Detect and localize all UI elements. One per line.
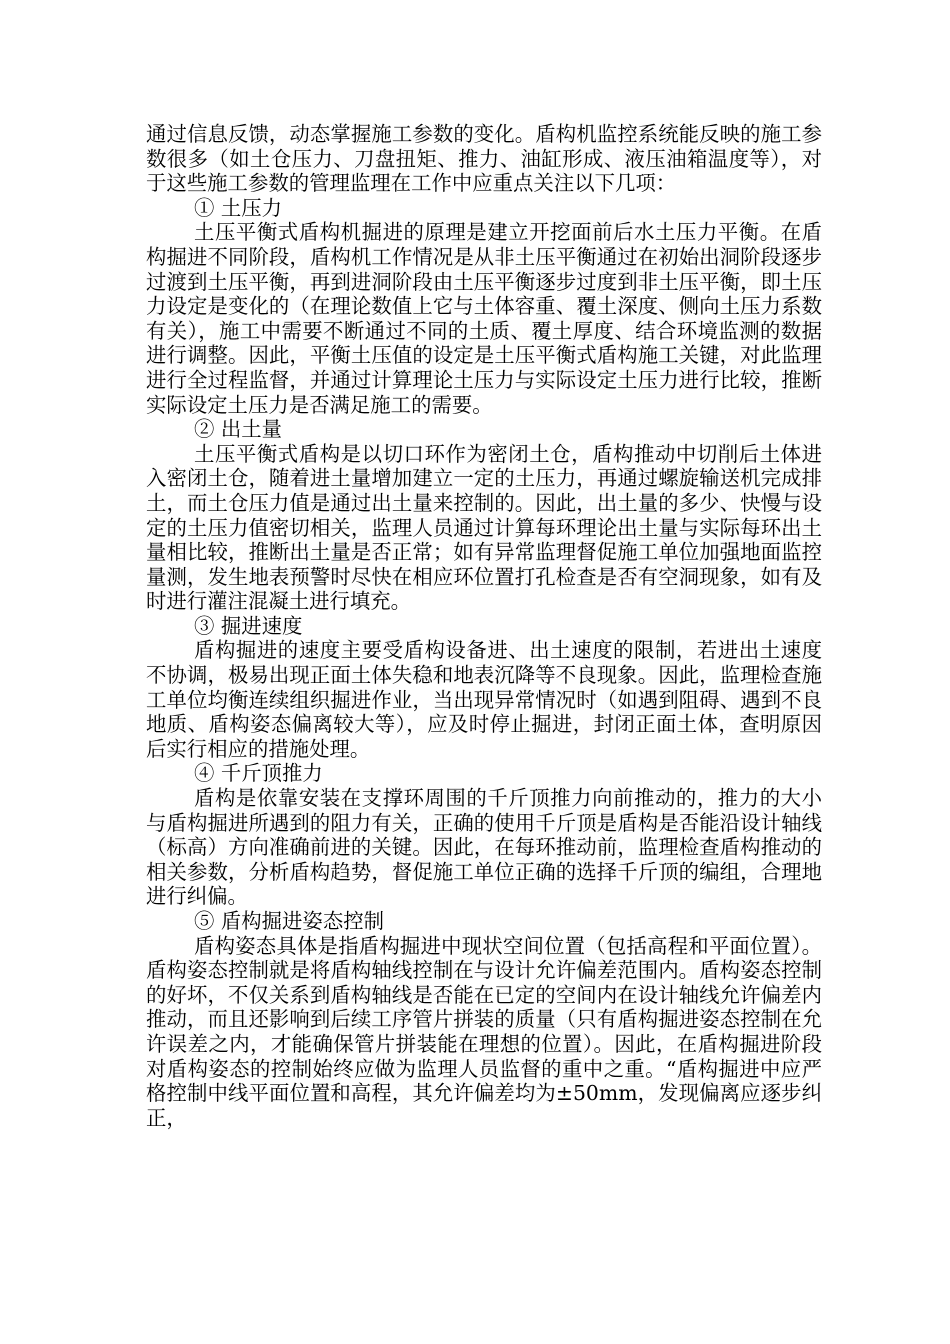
section-heading-earth-pressure: ① 土压力 [194,195,283,220]
section-heading-attitude-control: ⑤ 盾构掘进姿态控制 [194,909,384,933]
intro-paragraph: 通过信息反馈，动态掌握施工参数的变化。盾构机监控系统能反映的施工参数很多（如土仓压力、刀盘扭矩、推力、油缸形成、液压油箱温度等），对于这些施工参数的管理监理在工作中应重点关注以下几项： [146,122,822,196]
section-heading-advance-speed: ③ 掘进速度 [194,613,303,638]
section-body-earth-pressure: 土压平衡式盾构机掘进的原理是建立开挖面前后水土压力平衡。在盾构掘进不同阶段，盾构机工作情况是从非土压平衡通过在初始出洞阶段逐步过渡到土压平衡，再到进洞阶段由土压平衡逐步过度到非土压平衡，即土压力设定是变化的（在理论数值上它与土体容重、覆土深度、侧向土压力系数有关），施工中需要不断通过不同的土质、覆土厚度、结合环境监测的数据进行调整。因此，平衡土压值的设定是土压平衡式盾构施工关键，对此监理进行全过程监督，并通过计算理论土压力与实际设定土压力进行比较，推断实际设定土压力是否满足施工的需要。 [146,220,822,417]
section-body-soil-output: 土压平衡式盾构是以切口环作为密闭土仓，盾构推动中切削后土体进入密闭土仓，随着进土量增加建立一定的土压力，再通过螺旋输送机完成排土，而土仓压力值是通过出土量来控制的。因此，出土量的多少、快慢与设定的土压力值密切相关，监理人员通过计算每环理论出土量与实际每环出土量相比较，推断出土量是否正常；如有异常监理督促施工单位加强地面监控量测，发生地表预警时尽快在相应环位置打孔检查是否有空洞现象，如有及时进行灌注混凝土进行填充。 [146,441,822,614]
section-heading-jack-thrust: ④ 千斤顶推力 [194,761,323,786]
section-body-advance-speed: 盾构掘进的速度主要受盾构设备进、出土速度的限制，若进出土速度不协调，极易出现正面土体失稳和地表沉降等不良现象。因此，监理检查施工单位均衡连续组织掘进作业，当出现异常情况时（如遇到阻碍、遇到不良地质、盾构姿态偏离较大等），应及时停止掘进，封闭正面土体，查明原因后实行相应的措施处理。 [146,638,822,761]
document-page [146,122,822,1130]
section-body-jack-thrust: 盾构是依靠安装在支撑环周围的千斤顶推力向前推动的，推力的大小与盾构掘进所遇到的阻力有关，正确的使用千斤顶是盾构是否能沿设计轴线（标高）方向准确前进的关键。因此，在每环推动前，监理检查盾构推动的相关参数，分析盾构趋势，督促施工单位正确的选择千斤顶的编组，合理地进行纠偏。 [146,786,822,909]
section-heading-soil-output: ② 出土量 [194,417,283,442]
section-body-attitude-control: 盾构姿态具体是指盾构掘进中现状空间位置（包括高程和平面位置）。盾构姿态控制就是将盾构轴线控制在与设计允许偏差范围内。盾构姿态控制的好坏，不仅关系到盾构轴线是否能在已定的空间内在设计轴线允许偏差内推动，而且还影响到后续工序管片拼装的质量（只有盾构掘进姿态控制在允许误差之内，才能确保管片拼装能在理想的位置）。因此，在盾构掘进阶段对盾构姿态的控制始终应做为监理人员监督的重中之重。“盾构掘进中应严格控制中线平面位置和高程，其允许偏差均为±50mm，发现偏离应逐步纠正， [146,933,822,1130]
